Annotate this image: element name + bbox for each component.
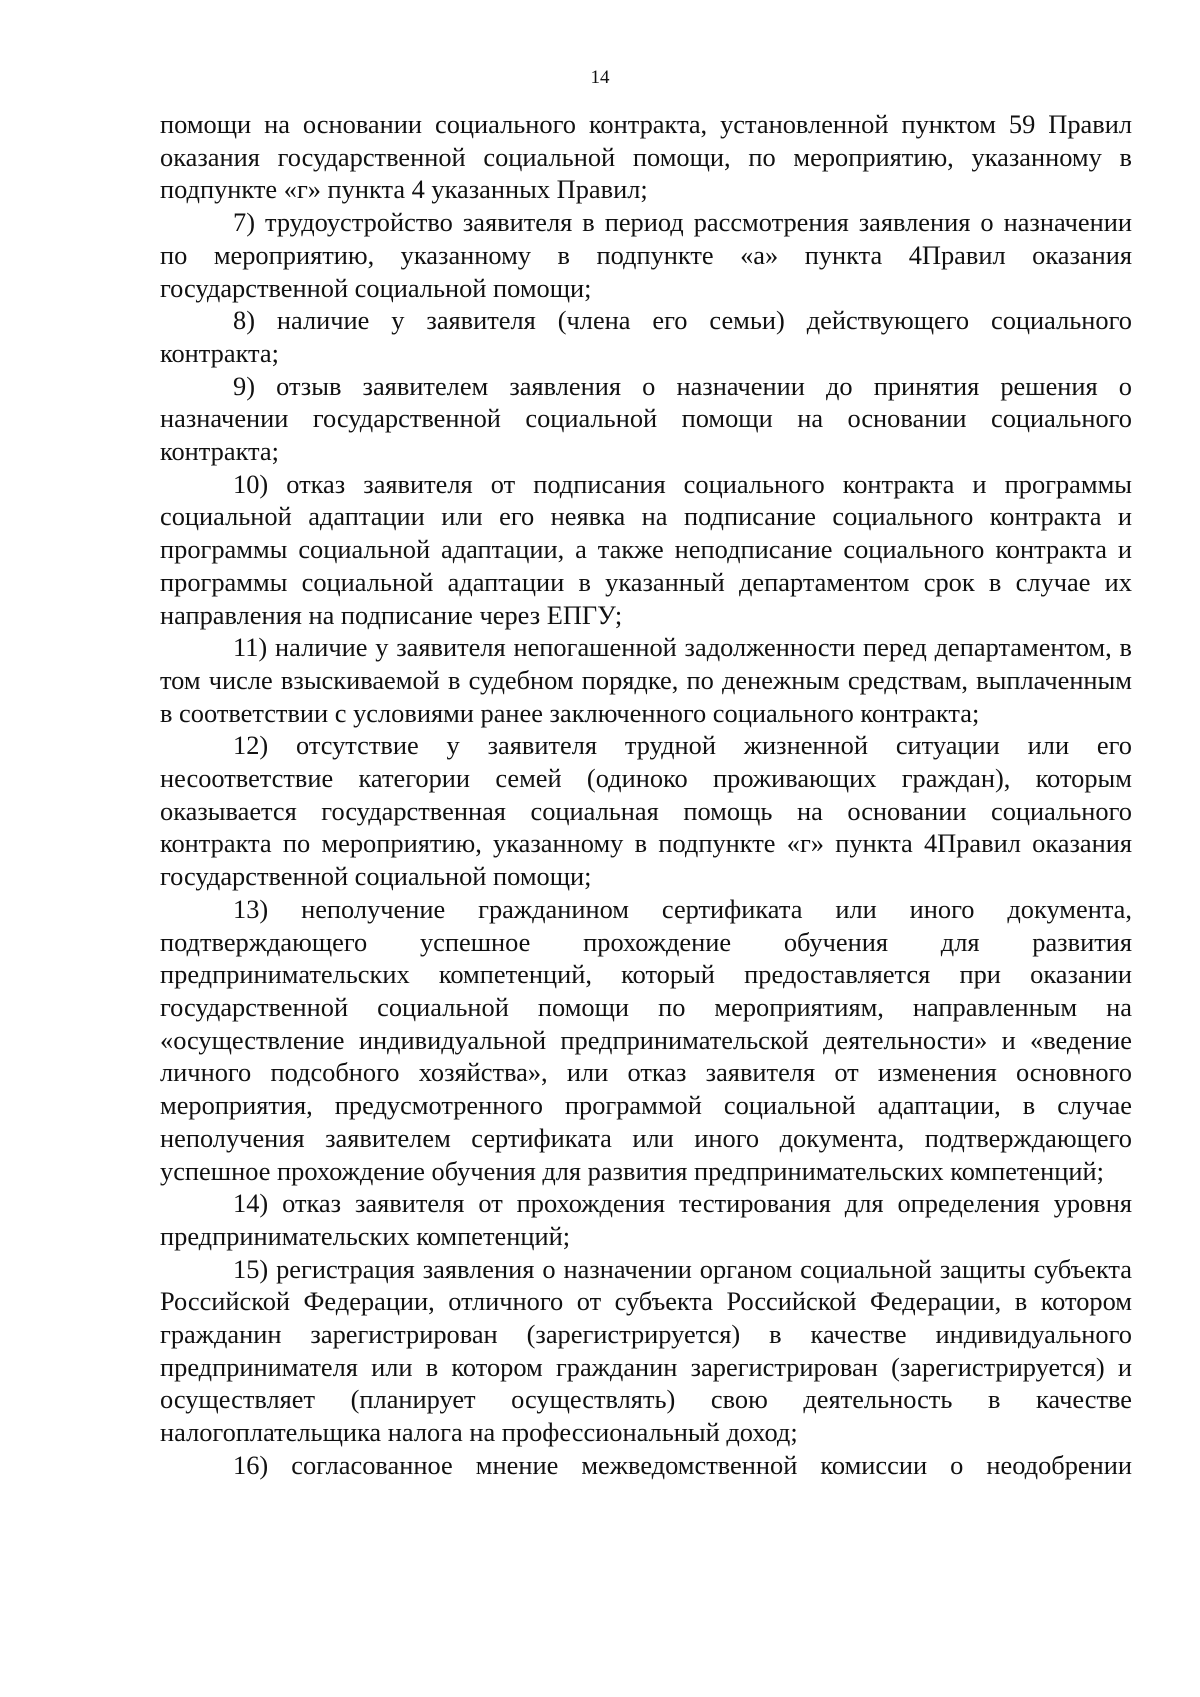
paragraph-item-15: 15) регистрация заявления о назначении органом социальной защиты субъекта Российской Федерации, отличного от субъекта Российской Федерации, в котором гражданин зарегистрирован (зарегистрируется) в качестве индивидуального предпринимателя или в котором гражданин зарегистрирован (зарегистрируется) и осуществляет (планирует осуществлять) свою деятельность в качестве налогоплательщика налога на профессиональный доход; xyxy=(160,1253,1132,1448)
paragraph-item-9: 9) отзыв заявителем заявления о назначении до принятия решения о назначении государственной социальной помощи на основании социального контракта; xyxy=(160,370,1132,467)
page-number: 14 xyxy=(590,67,610,88)
paragraph-item-10: 10) отказ заявителя от подписания социального контракта и программы социальной адаптации или его неявка на подписание социального контракта и программы социальной адаптации, а также неподписание социального контракта и программы социальной адаптации в указанный департаментом срок в случае их направления на подписание через ЕПГУ; xyxy=(160,468,1132,630)
paragraph-item-12: 12) отсутствие у заявителя трудной жизненной ситуации или его несоответствие категории семей (одиноко проживающих граждан), которым оказывается государственная социальная помощь на основании социального контракта по мероприятию, указанному в подпункте «г» пункта 4Правил оказания государственной социальной помощи; xyxy=(160,730,1132,892)
paragraph-item-16: 16) согласованное мнение межведомственной комиссии о неодобрении xyxy=(233,1449,1132,1480)
paragraph-item-8: 8) наличие у заявителя (члена его семьи) действующего социального контракта; xyxy=(160,305,1132,368)
paragraph-item-7: 7) трудоустройство заявителя в период рассмотрения заявления о назначении по мероприятию, указанному в подпункте «а» пункта 4Правил оказания государственной социальной помощи; xyxy=(160,207,1132,303)
paragraph-item-13: 13) неполучение гражданином сертификата или иного документа, подтверждающего успешное прохождение обучения для развития предпринимательских компетенций, который предоставляется при оказании государственной социальной помощи по мероприятиям, направленным на «осуществление индивидуальной предпринимательской деятельности» и «ведение личного подсобного хозяйства», или отказ заявителя от изменения основного мероприятия, предусмотренного программой социальной адаптации, в случае неполучения заявителем сертификата или иного документа, подтверждающего успешное прохождение обучения для развития предпринимательских компетенций; xyxy=(160,893,1132,1186)
paragraph-item-11: 11) наличие у заявителя непогашенной задолженности перед департаментом, в том числе взыскиваемой в судебном порядке, по денежным средствам, выплаченным в соответствии с условиями ранее заключенного социального контракта; xyxy=(160,632,1132,728)
paragraph-item-14: 14) отказ заявителя от прохождения тестирования для определения уровня предпринимательских компетенций; xyxy=(160,1188,1132,1251)
paragraph-continuation: помощи на основании социального контракта, установленной пунктом 59 Правил оказания государственной социальной помощи, по мероприятию, указанному в подпункте «г» пункта 4 указанных Правил; xyxy=(160,109,1132,205)
document-body xyxy=(160,108,1132,1482)
